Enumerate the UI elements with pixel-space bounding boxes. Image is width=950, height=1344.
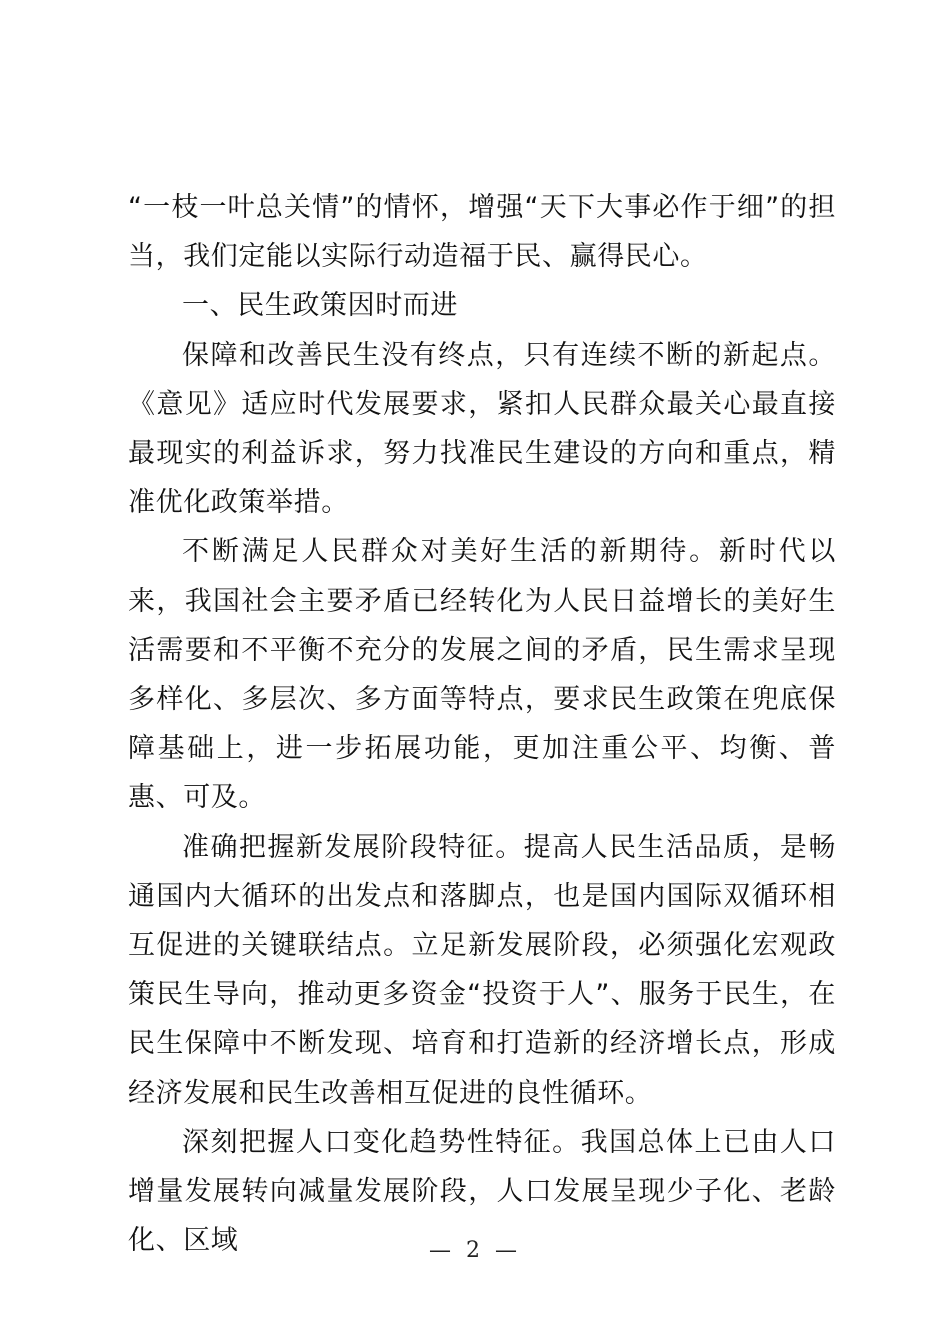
body-text (128, 183, 836, 1265)
section-heading: 一、民生政策因时而进 (182, 290, 458, 322)
page-number: — 2 — (429, 1238, 521, 1263)
paragraph: 深刻把握人口变化趋势性特征。我国总体上已由人口增量发展转向减量发展阶段，人口发展呈现少子化、老龄化、区域 (128, 1126, 836, 1257)
paragraph: 不断满足人民群众对美好生活的新期待。新时代以来，我国社会主要矛盾已经转化为人民日益增长的美好生活需要和不平衡不充分的发展之间的矛盾，民生需求呈现多样化、多层次、多方面等特点，要求民生政策在兜底保障基础上，进一步拓展功能，更加注重公平、均衡、普惠、可及。 (128, 536, 836, 814)
paragraph: 保障和改善民生没有终点，只有连续不断的新起点。《意见》适应时代发展要求，紧扣人民群众最关心最直接最现实的利益诉求，努力找准民生建设的方向和重点，精准优化政策举措。 (128, 339, 836, 519)
paragraph: 准确把握新发展阶段特征。提高人民生活品质，是畅通国内大循环的出发点和落脚点，也是国内国际双循环相互促进的关键联结点。立足新发展阶段，必须强化宏观政策民生导向，推动更多资金“投资于人”、服务于民生，在民生保障中不断发现、培育和打造新的经济增长点，形成经济发展和民生改善相互促进的良性循环。 (128, 831, 836, 1109)
paragraph-continued: “一枝一叶总关情”的情怀，增强“天下大事必作于细”的担当，我们定能以实际行动造福于民、赢得民心。 (128, 192, 836, 273)
